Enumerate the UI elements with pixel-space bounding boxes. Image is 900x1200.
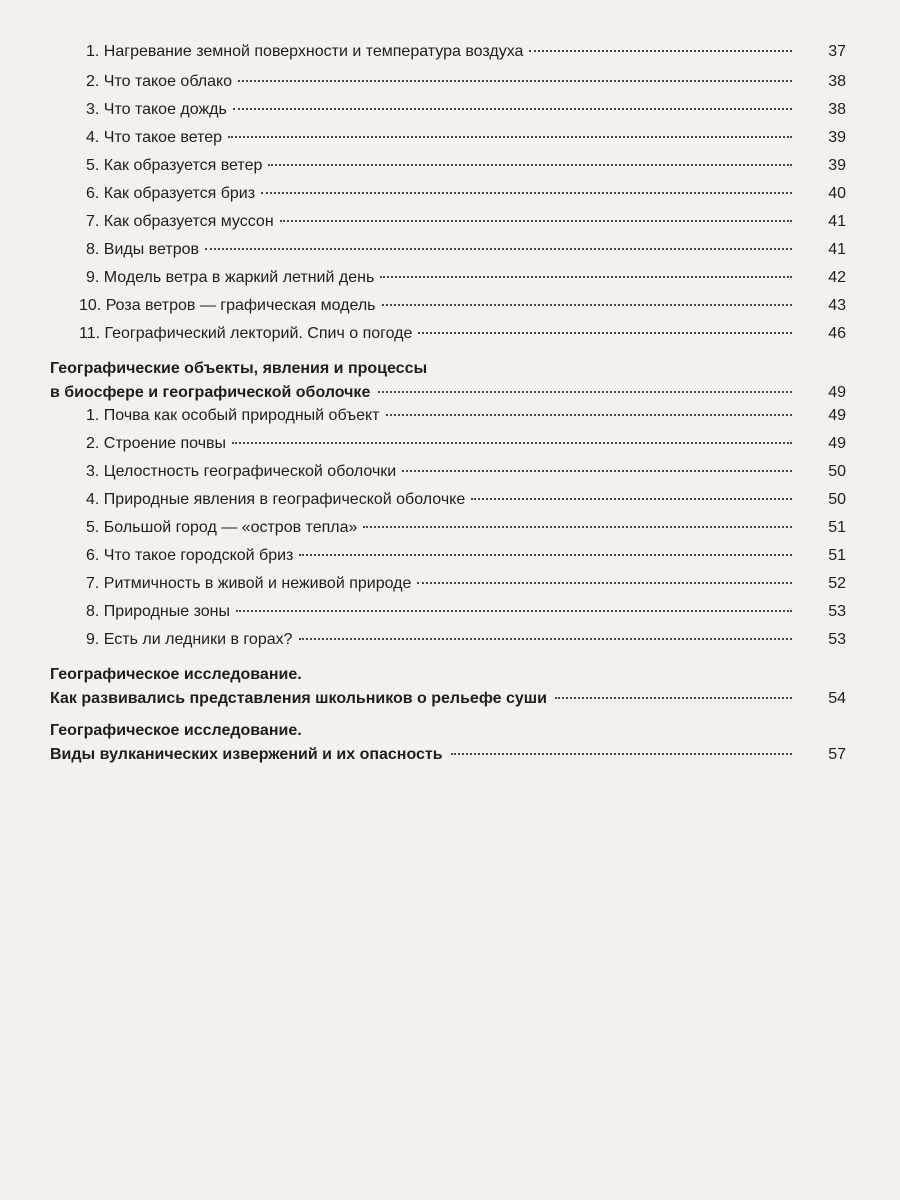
- toc-entry[interactable]: [50, 514, 850, 542]
- toc-entry[interactable]: [50, 542, 850, 570]
- dot-leader: [529, 50, 792, 52]
- section-title-line-2: Виды вулканических извержений и их опасность: [50, 746, 443, 763]
- toc-entry-title: 9. Есть ли ледники в горах?: [86, 631, 293, 648]
- toc-entry-page: 39: [828, 157, 846, 174]
- section-title-line-2: в биосфере и географической оболочке: [50, 384, 371, 401]
- toc-entry-title: 2. Что такое облако: [86, 73, 233, 90]
- toc-entry-page: 41: [828, 241, 846, 258]
- toc-entry[interactable]: [50, 180, 850, 208]
- dot-leader: [418, 332, 792, 334]
- toc-entry[interactable]: [50, 236, 850, 264]
- dot-leader: [363, 526, 792, 528]
- toc-entry-title: 1. Нагревание земной поверхности и температура воздуха: [86, 43, 524, 60]
- dot-leader: [386, 414, 793, 416]
- toc-section-heading[interactable]: [50, 719, 850, 767]
- toc-entry-page: 51: [828, 519, 846, 536]
- toc-entry-page: 38: [828, 73, 846, 90]
- toc-entry-title: 7. Ритмичность в живой и неживой природе: [86, 575, 412, 592]
- toc-entry-page: 41: [828, 213, 846, 230]
- dot-leader: [402, 470, 792, 472]
- toc-entry-page: 50: [828, 463, 846, 480]
- toc-entry-title: 5. Большой город — «остров тепла»: [86, 519, 358, 536]
- toc-entry-title: 8. Виды ветров: [86, 241, 199, 258]
- dot-leader: [238, 80, 792, 82]
- toc-entry-title: 6. Как образуется бриз: [86, 185, 256, 202]
- toc-entry[interactable]: [50, 96, 850, 124]
- toc-section-heading[interactable]: [50, 663, 850, 711]
- toc-entry-page: 43: [828, 297, 846, 314]
- toc-entry[interactable]: [50, 124, 850, 152]
- toc-entry[interactable]: [50, 626, 850, 654]
- dot-leader: [451, 753, 792, 755]
- dot-leader: [261, 192, 792, 194]
- toc-entry[interactable]: [50, 152, 850, 180]
- toc-entry[interactable]: [50, 38, 850, 66]
- section-title-line-1: Географическое исследование.: [50, 666, 302, 683]
- toc-entry-page: 53: [828, 631, 846, 648]
- toc-entry-title: 4. Природные явления в географической оболочке: [86, 491, 466, 508]
- toc-entry-page: 52: [828, 575, 846, 592]
- toc-entry-page: 53: [828, 603, 846, 620]
- dot-leader: [378, 391, 792, 393]
- dot-leader: [299, 554, 792, 556]
- dot-leader: [205, 248, 792, 250]
- toc-entry-title: 2. Строение почвы: [86, 435, 227, 452]
- section-title-line-1: Географическое исследование.: [50, 722, 302, 739]
- dot-leader: [471, 498, 792, 500]
- section-title-line-2: Как развивались представления школьников о рельефе суши: [50, 690, 547, 707]
- toc-entry-title: 7. Как образуется муссон: [86, 213, 274, 230]
- toc-entry-page: 49: [828, 407, 846, 424]
- toc-entry[interactable]: [50, 68, 850, 96]
- dot-leader: [236, 610, 792, 612]
- dot-leader: [280, 220, 792, 222]
- toc-entry[interactable]: [50, 402, 850, 430]
- section-page: 54: [828, 690, 846, 707]
- toc-entry[interactable]: [50, 292, 850, 320]
- dot-leader: [299, 638, 792, 640]
- toc-entry-title: 3. Что такое дождь: [86, 101, 227, 118]
- toc-entry[interactable]: [50, 570, 850, 598]
- toc-entry-page: 46: [828, 325, 846, 342]
- toc-entry-page: 37: [828, 43, 846, 60]
- section-title-line-1: Географические объекты, явления и процессы: [50, 360, 428, 377]
- section-page: 49: [828, 384, 846, 401]
- dot-leader: [417, 582, 792, 584]
- toc-entry-page: 51: [828, 547, 846, 564]
- toc-entry-title: 3. Целостность географической оболочки: [86, 463, 397, 480]
- toc-entry-page: 40: [828, 185, 846, 202]
- toc-entry[interactable]: [50, 486, 850, 514]
- section-page: 57: [828, 746, 846, 763]
- dot-leader: [232, 442, 792, 444]
- toc-entry-title: 11. Географический лекторий. Спич о погоде: [79, 325, 413, 342]
- toc-entry-title: 6. Что такое городской бриз: [86, 547, 294, 564]
- toc-entry-page: 50: [828, 491, 846, 508]
- dot-leader: [380, 276, 792, 278]
- toc-entry-page: 38: [828, 101, 846, 118]
- dot-leader: [233, 108, 792, 110]
- toc-entry[interactable]: [50, 598, 850, 626]
- dot-leader: [382, 304, 792, 306]
- toc-section-heading[interactable]: [50, 357, 850, 405]
- dot-leader: [555, 697, 792, 699]
- toc-entry-title: 8. Природные зоны: [86, 603, 230, 620]
- toc-entry[interactable]: [50, 320, 850, 348]
- toc-entry-title: 4. Что такое ветер: [86, 129, 223, 146]
- toc-entry[interactable]: [50, 264, 850, 292]
- toc-entry-title: 1. Почва как особый природный объект: [86, 407, 380, 424]
- toc-entry-page: 42: [828, 269, 846, 286]
- dot-leader: [268, 164, 792, 166]
- toc-entry-title: 10. Роза ветров — графическая модель: [79, 297, 376, 314]
- toc-entry-page: 39: [828, 129, 846, 146]
- toc-entry[interactable]: [50, 458, 850, 486]
- toc-entry-page: 49: [828, 435, 846, 452]
- toc-entry[interactable]: [50, 208, 850, 236]
- toc-entry[interactable]: [50, 430, 850, 458]
- dot-leader: [228, 136, 792, 138]
- toc-entry-title: 9. Модель ветра в жаркий летний день: [86, 269, 375, 286]
- toc-entry-title: 5. Как образуется ветер: [86, 157, 263, 174]
